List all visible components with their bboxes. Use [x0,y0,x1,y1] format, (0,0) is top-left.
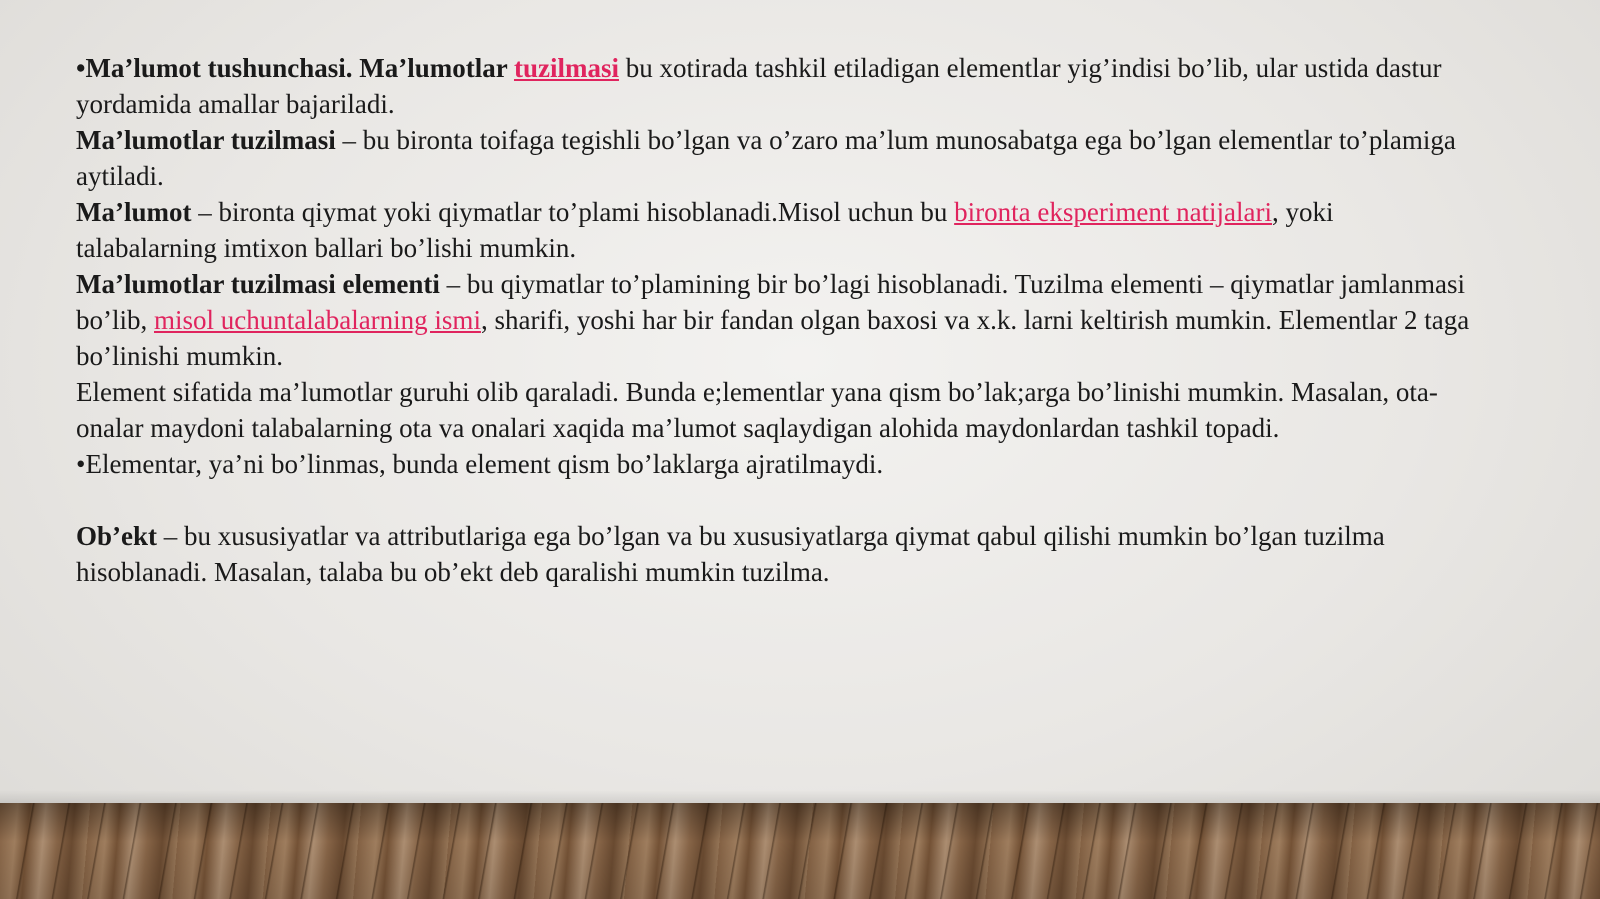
paragraph-data-concept [76,50,1476,122]
term-data: Ma’lumot [76,197,192,227]
text-object: – bu xususiyatlar va attributlariga ega bo’lgan va bu xususiyatlarga qiymat qabul qilishi mumkin bo’lgan tuzilma hisoblanadi. Masalan, talaba bu ob’ekt deb qaralishi mumkin tuzilma. [76,521,1385,587]
text-data-1: – bironta qiymat yoki qiymatlar to’plami hisoblanadi.Misol uchun bu [191,197,955,227]
paragraph-data-structure [76,122,1476,194]
text-structure-element-1: – bu qiymatlar to’plamining bir bo’lagi hisoblanadi. Tuzilma elementi – qiymatlar jamlanmasi bo’lib, [76,269,1465,335]
paragraph-elementary: •Elementar, ya’ni bo’linmas, bunda element qism bo’laklarga ajratilmaydi. [76,449,884,479]
text-data-concept: bu xotirada tashkil etiladigan elementlar yig’indisi bo’lib, ular ustida dastur yordamida amallar bajariladi. [76,53,1442,119]
term-data-structure: Ma’lumotlar tuzilmasi [76,125,336,155]
slide-body [76,50,1476,590]
link-tuzilmasi[interactable]: tuzilmasi [513,53,619,83]
paragraph-object [76,518,1476,590]
heading-data-concept: •Ma’lumot tushunchasi. Ma’lumotlar [76,53,514,83]
paragraph-element-group: Element sifatida ma’lumotlar guruhi olib qaraladi. Bunda e;lementlar yana qism bo’lak;arga bo’linishi mumkin. Masalan, ota-onalar maydoni talabalarning ota va onalari xaqida ma’lumot saqlaydigan alohida maydonlardan tashkil topadi. [76,377,1438,443]
term-object: Ob’ekt [76,521,157,551]
wall-shadow [0,790,1600,804]
term-structure-element: Ma’lumotlar tuzilmasi elementi [76,269,440,299]
paragraph-structure-element [76,266,1476,374]
text-data-structure: – bu bironta toifaga tegishli bo’lgan va o’zaro ma’lum munosabatga ega bo’lgan elementlar to’plamiga aytiladi. [76,125,1456,191]
floor-shade [0,803,1600,899]
text-data-2: , yoki talabalarning imtixon ballari bo’lishi mumkin. [76,197,1334,263]
blank-line [76,482,1476,518]
link-student-names[interactable]: misol uchuntalabalarning ismi [154,305,481,335]
paragraph-data [76,194,1476,266]
text-structure-element-2: , sharifi, yoshi har bir fandan olgan baxosi va x.k. larni keltirish mumkin. Elementlar 2 taga bo’linishi mumkin. [76,305,1470,371]
link-experiment-results[interactable]: bironta eksperiment natijalari [954,197,1273,227]
